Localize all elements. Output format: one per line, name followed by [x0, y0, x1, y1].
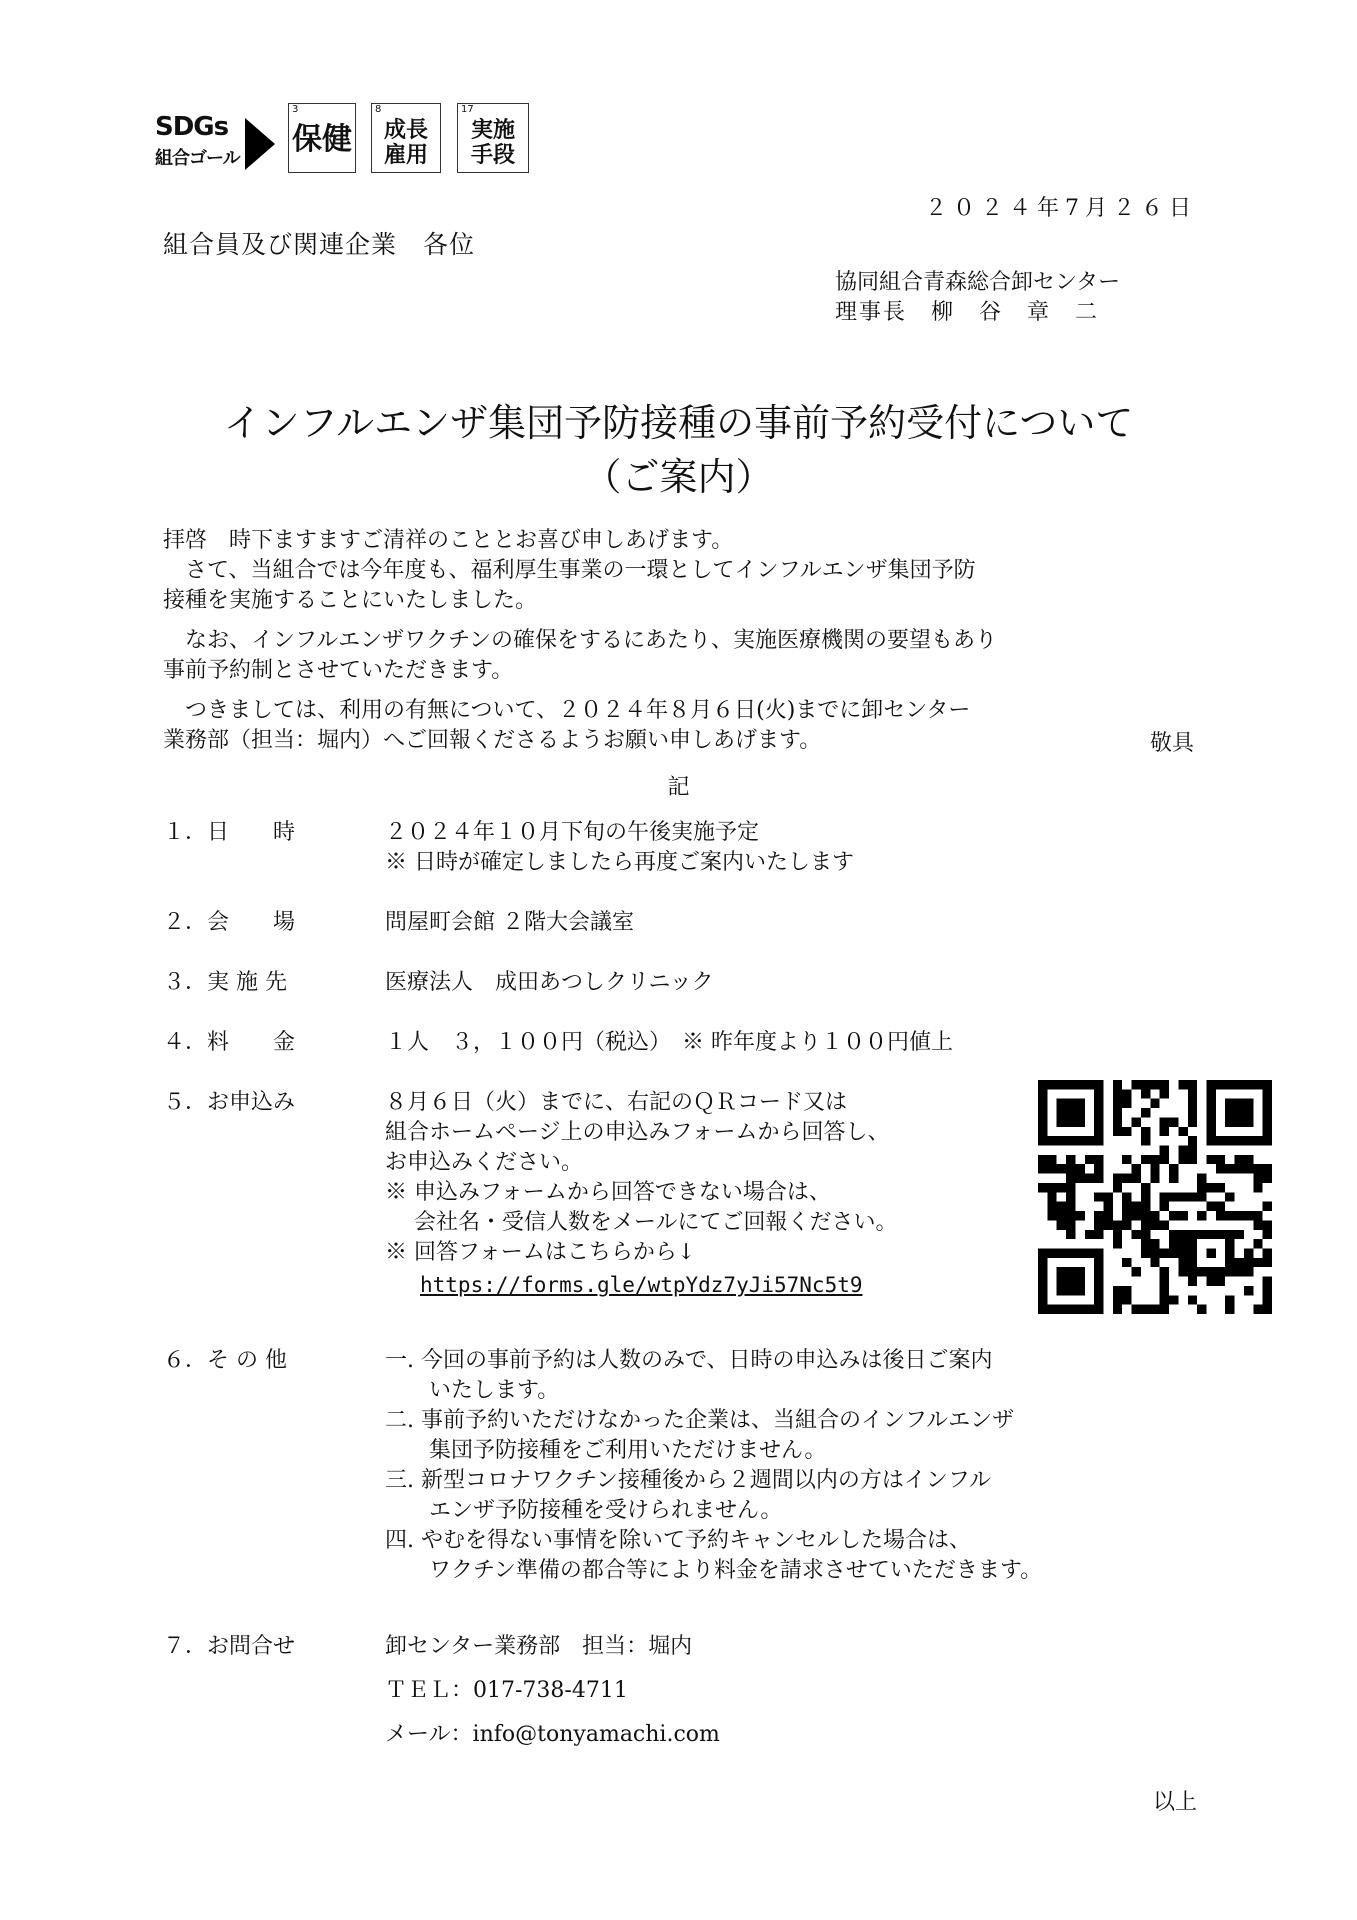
item-value-application: お申込みください。: [385, 1150, 584, 1175]
arrow-right-icon: [245, 118, 275, 170]
goal-number: 17: [461, 104, 474, 115]
goal-label-line1: 実施: [470, 118, 515, 143]
body-line: 業務部（担当：堀内）へご回報くださるようお願い申しあげます。: [163, 728, 822, 753]
application-form-link[interactable]: https://forms.gle/wtpYdz7yJi57Nc5t9: [420, 1273, 863, 1297]
letter-date: ２０２４年7月２６日: [925, 196, 1197, 221]
qr-code-icon[interactable]: [1038, 1080, 1272, 1314]
item-value-application: 組合ホームページ上の申込みフォームから回答し、: [385, 1120, 890, 1145]
item-label-provider: ３．実 施 先: [163, 970, 287, 995]
contact-phone: ＴＥＬ：017-738-4711: [385, 1678, 628, 1703]
item-value-other: エンザ予防接種を受けられません。: [385, 1498, 783, 1523]
item-value-application: ８月６日（火）までに、右記のＱＲコード又は: [385, 1090, 848, 1115]
item-value-other: ワクチン準備の都合等により料金を請求させていただきます。: [385, 1558, 1043, 1583]
item-value-datetime: ２０２４年１０月下旬の午後実施予定: [385, 820, 760, 845]
item-value-provider: 医療法人 成田あつしクリニック: [385, 970, 714, 995]
item-note-datetime: ※ 日時が確定しましたら再度ご案内いたします: [385, 850, 854, 875]
item-label-fee: ４．料 金: [163, 1030, 296, 1055]
sdgs-logo-text: SDGs: [155, 112, 229, 142]
item-value-other: いたします。: [385, 1378, 560, 1403]
contact-email: メール：info@tonyamachi.com: [385, 1722, 720, 1747]
body-line: 事前予約制とさせていただきます。: [163, 658, 514, 683]
item-value-other: 二. 事前予約いただけなかった企業は、当組合のインフルエンザ: [385, 1408, 1015, 1433]
contact-department: 卸センター業務部 担当：堀内: [385, 1634, 693, 1659]
item-label-other: ６．そ の 他: [163, 1348, 287, 1373]
item-value-venue: 問屋町会館 ２階大会議室: [385, 910, 634, 935]
goal-label-line2: 雇用: [383, 143, 428, 168]
sdg-goal-3-badge: [288, 103, 356, 173]
body-line: 拝啓 時下ますますご清祥のこととお喜び申しあげます。: [163, 528, 734, 553]
item-label-venue: ２．会 場: [163, 910, 296, 935]
item-value-fee: １人 ３，１００円（税込） ※ 昨年度より１００円値上: [385, 1030, 953, 1055]
closing-ijou: 以上: [1152, 1790, 1197, 1815]
goal-label-line2: 手段: [470, 143, 515, 168]
goal-number: 3: [292, 104, 299, 115]
goal-label-line1: 成長: [383, 118, 428, 143]
item-value-application: ※ 回答フォームはこちらから↓: [385, 1240, 696, 1265]
item-value-other: 四. やむを得ない事情を除いて予約キャンセルした場合は、: [385, 1528, 971, 1553]
sdg-goal-8-badge: [371, 103, 441, 173]
sender-organization: 協同組合青森総合卸センター: [835, 270, 1121, 295]
document-title: インフルエンザ集団予防接種の事前予約受付について: [223, 401, 1134, 445]
item-value-other: 三. 新型コロナワクチン接種後から２週間以内の方はインフル: [385, 1468, 992, 1493]
body-line: 接種を実施することにいたしました。: [163, 588, 538, 613]
body-line: なお、インフルエンザワクチンの確保をするにあたり、実施医療機関の要望もあり: [163, 628, 998, 653]
item-value-other: 集団予防接種をご利用いただけません。: [385, 1438, 827, 1463]
ki-heading: 記: [667, 775, 690, 800]
sdgs-logo: [155, 112, 285, 170]
item-value-other: 一. 今回の事前予約は人数のみで、日時の申込みは後日ご案内: [385, 1348, 993, 1373]
item-value-application: 会社名・受信人数をメールにてご回報ください。: [385, 1210, 898, 1235]
closing-keigu: 敬具: [1149, 731, 1194, 756]
body-line: さて、当組合では今年度も、福利厚生事業の一環としてインフルエンザ集団予防: [163, 558, 976, 583]
addressee: 組合員及び関連企業 各位: [163, 230, 476, 259]
item-label-datetime: １．日 時: [163, 820, 296, 845]
sdg-goal-17-badge: [457, 103, 529, 173]
body-line: つきましては、利用の有無について、２０２４年８月６日(火)までに卸センター: [163, 698, 971, 723]
sender-name: 理事長 柳 谷 章 二: [835, 300, 1100, 325]
document-subtitle: （ご案内）: [583, 455, 774, 499]
item-label-contact: ７．お問合せ: [163, 1634, 296, 1659]
item-value-application: ※ 申込みフォームから回答できない場合は、: [385, 1180, 831, 1205]
item-label-application: ５．お申込み: [163, 1090, 296, 1115]
goal-label: 保健: [292, 122, 352, 157]
goal-number: 8: [375, 104, 382, 115]
sdgs-logo-subtext: 組合ゴール: [155, 148, 240, 169]
